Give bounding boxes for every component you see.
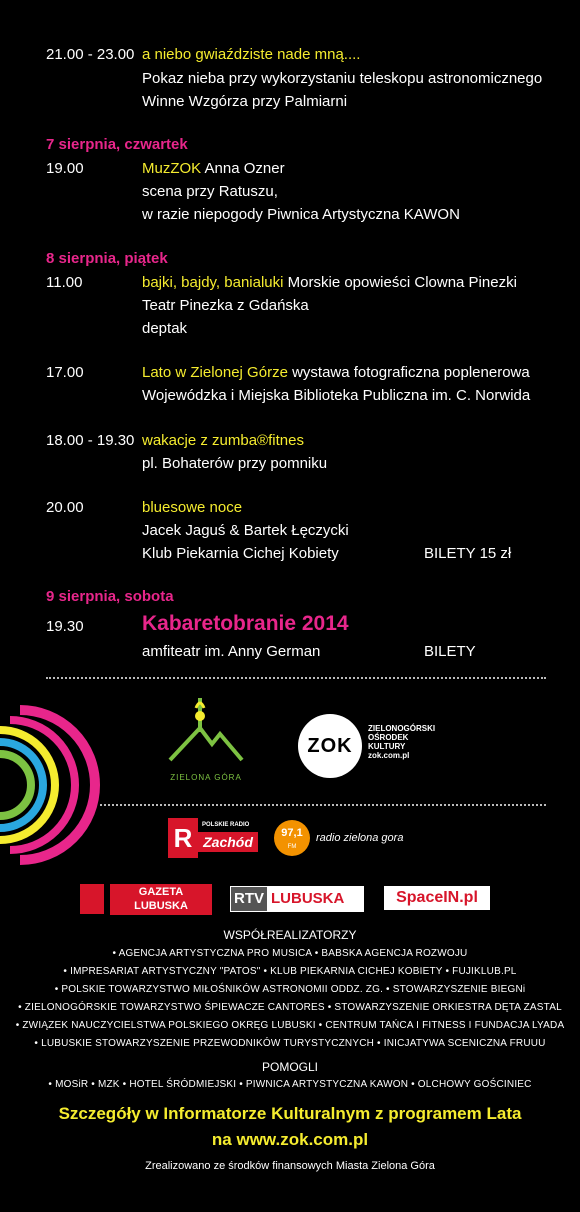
event-line: scena przy Ratuszu, bbox=[142, 183, 278, 200]
event-time: 17.00 bbox=[46, 364, 84, 381]
event-time: 19.00 bbox=[46, 160, 84, 177]
zok-line: KULTURY bbox=[368, 742, 406, 751]
dotted-divider bbox=[100, 804, 546, 806]
event-line: Winne Wzgórza przy Palmiarni bbox=[142, 93, 348, 110]
radio-zg-badge bbox=[274, 820, 310, 856]
co-line: • ZIELONOGÓRSKIE TOWARZYSTWO ŚPIEWACZE CANTORES • STOWARZYSZENIE ORKIESTRA DĘTA ZASTAL bbox=[18, 1002, 562, 1013]
event-line: Wojewódzka i Miejska Biblioteka Publiczna im. C. Norwida bbox=[142, 387, 531, 404]
help-heading: POMOGLI bbox=[261, 1060, 318, 1074]
event-line: deptak bbox=[142, 320, 188, 337]
co-line: • IMPRESARIAT ARTYSTYCZNY "PATOS" • KLUB PIEKARNIA CICHEJ KOBIETY • FUJIKLUB.PL bbox=[63, 966, 517, 977]
event-line: Pokaz nieba przy wykorzystaniu teleskopu astronomicznego bbox=[142, 70, 543, 87]
co-line: • LUBUSKIE STOWARZYSZENIE PRZEWODNIKÓW TURYSTYCZNYCH • INICJATYWA SCENICZNA FRUUU bbox=[34, 1038, 546, 1049]
city-emblem-icon bbox=[160, 688, 252, 768]
dotted-divider bbox=[46, 677, 546, 679]
event-line: Klub Piekarnia Cichej Kobiety bbox=[142, 545, 339, 562]
zok-logo-circle: ZOK bbox=[298, 714, 362, 778]
gazeta-block bbox=[80, 884, 104, 914]
event-line: pl. Bohaterów przy pomniku bbox=[142, 455, 328, 472]
event-title-rest: Morskie opowieści Clowna Pinezki bbox=[283, 274, 517, 291]
radio-zachod-name: Zachód bbox=[198, 832, 258, 852]
event-line: Jacek Jaguś & Bartek Łęczycki bbox=[142, 522, 349, 539]
event-title-rest: wystawa fotograficzna poplenerowa bbox=[287, 364, 530, 381]
zielona-gora-label: ZIELONA GÓRA bbox=[170, 773, 242, 782]
event-time: 18.00 - 19.30 bbox=[46, 432, 135, 449]
zok-line: OŚRODEK bbox=[368, 733, 409, 742]
gazeta-line: LUBUSKA bbox=[134, 900, 188, 912]
gazeta-text bbox=[110, 884, 212, 915]
date-heading: 9 sierpnia, sobota bbox=[46, 588, 174, 605]
event-title: Lato w Zielonej Górze bbox=[142, 364, 288, 381]
spacein-logo: SpaceIN.pl bbox=[384, 886, 490, 910]
radio-zachod-top: POLSKIE RADIO bbox=[202, 822, 250, 828]
radio-zachod-mark: R bbox=[168, 818, 198, 858]
event-title-line bbox=[142, 158, 285, 180]
details-line: Szczegóły w Informatorze Kulturalnym z programem Lata bbox=[58, 1104, 522, 1123]
details-link[interactable]: na www.zok.com.pl bbox=[211, 1130, 369, 1149]
event-line: amfiteatr im. Anny German bbox=[142, 643, 321, 660]
event-title: MuzZOK bbox=[142, 160, 202, 177]
radio-zg-freq: 97,1 bbox=[281, 827, 303, 839]
date-heading: 7 sierpnia, czwartek bbox=[46, 136, 188, 153]
rtv-name: LUBUSKA bbox=[271, 890, 345, 907]
event-title: bluesowe noce bbox=[142, 499, 243, 516]
funding-note: Zrealizowano ze środków finansowych Miasta Zielona Góra bbox=[145, 1160, 435, 1172]
radio-zachod-logo bbox=[168, 818, 264, 860]
event-title-line bbox=[142, 362, 530, 384]
co-line: • ZWIĄZEK NAUCZYCIELSTWA POLSKIEGO OKRĘG LUBUSKI • CENTRUM TAŃCA I FITNESS I FUNDACJA LYADA bbox=[15, 1020, 565, 1031]
gazeta-lubuska-logo bbox=[80, 884, 214, 914]
co-line: • POLSKIE TOWARZYSTWO MIŁOŚNIKÓW ASTRONOMII ODDZ. ZG. • STOWARZYSZENIE BIEGNi bbox=[54, 984, 526, 995]
event-title: a niebo gwiaździste nade mną.... bbox=[142, 46, 361, 63]
gazeta-line: GAZETA bbox=[138, 886, 184, 898]
rtv-mark: RTV bbox=[231, 887, 267, 911]
co-heading: WSPÓŁREALIZATORZY bbox=[223, 928, 357, 942]
event-big-title: Kabaretobranie 2014 bbox=[142, 612, 349, 635]
radio-zg-name: radio zielona gora bbox=[316, 832, 404, 844]
zok-line: zok.com.pl bbox=[368, 751, 410, 760]
date-heading: 8 sierpnia, piątek bbox=[46, 250, 168, 267]
event-time: 11.00 bbox=[46, 274, 83, 291]
event-time: 21.00 - 23.00 bbox=[46, 46, 135, 63]
event-title-line bbox=[142, 272, 517, 294]
event-line: Teatr Pinezka z Gdańska bbox=[142, 297, 309, 314]
ticket-price: BILETY 15 zł bbox=[424, 545, 512, 562]
zok-line: ZIELONOGÓRSKI bbox=[368, 724, 436, 733]
radio-zg-fm: FM bbox=[287, 844, 297, 850]
rtv-lubuska-logo bbox=[230, 886, 364, 912]
event-title: wakacje z zumba®fitnes bbox=[142, 432, 304, 449]
event-title-rest: Anna Ozner bbox=[201, 160, 285, 177]
co-line: • AGENCJA ARTYSTYCZNA PRO MUSICA • BABSKA AGENCJA ROZWOJU bbox=[112, 948, 468, 959]
event-title: bajki, bajdy, banialuki bbox=[142, 274, 284, 291]
event-time: 19.30 bbox=[46, 618, 84, 635]
zok-logo-text bbox=[368, 724, 435, 760]
event-time: 20.00 bbox=[46, 499, 84, 516]
ticket-price: BILETY bbox=[424, 643, 476, 660]
help-line: • MOSiR • MZK • HOTEL ŚRÓDMIEJSKI • PIWNICA ARTYSTYCZNA KAWON • OLCHOWY GOŚCINIEC bbox=[48, 1079, 532, 1090]
event-line: w razie niepogody Piwnica Artystyczna KAWON bbox=[142, 206, 460, 223]
zielona-gora-logo bbox=[160, 688, 252, 788]
rainbow-arcs-graphic bbox=[0, 700, 110, 870]
